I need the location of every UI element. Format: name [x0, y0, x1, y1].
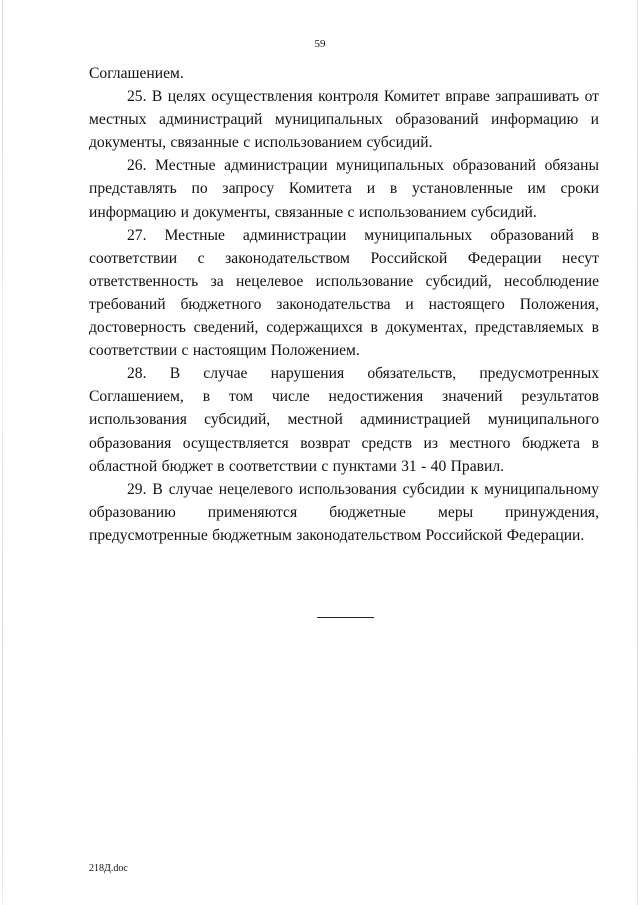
document-body	[89, 62, 599, 547]
paragraph-item-26: 26. Местные администрации муниципальных образований обязаны представлять по запросу Комитета и в установленные им сроки информацию и документы, связанные с использованием субсидий.	[89, 157, 599, 221]
end-of-document-rule	[317, 617, 374, 618]
scan-edge-left	[2, 0, 3, 905]
paragraph-item-25: 25. В целях осуществления контроля Комитет вправе запрашивать от местных администраций муниципальных образований информацию и документы, связанные с использованием субсидий.	[89, 88, 599, 152]
scan-edge-right	[637, 0, 638, 905]
paragraph-item-29: 29. В случае нецелевого использования субсидии к муниципальному образованию применяются бюджетные меры принуждения, предусмотренные бюджетным законодательством Российской Федерации.	[89, 480, 599, 544]
page-number: 59	[314, 38, 326, 50]
footer-file-name: 218Д.doc	[89, 863, 128, 874]
paragraph-continuation: Соглашением.	[89, 65, 184, 82]
paragraph-item-28: 28. В случае нарушения обязательств, предусмотренных Соглашением, в том числе недостижения значений результатов использования субсидий, местной администрацией муниципального образования осуществляется возврат средств из местного бюджета в областной бюджет в соответствии с пунктами 31 - 40 Правил.	[89, 365, 599, 475]
paragraph-item-27: 27. Местные администрации муниципальных образований в соответствии с законодательством Российской Федерации несут ответственность за нецелевое использование субсидий, несоблюдение требований бюджетного законодательства и настоящего Положения, достоверность сведений, содержащихся в документах, представляемых в соответствии с настоящим Положением.	[89, 226, 599, 360]
